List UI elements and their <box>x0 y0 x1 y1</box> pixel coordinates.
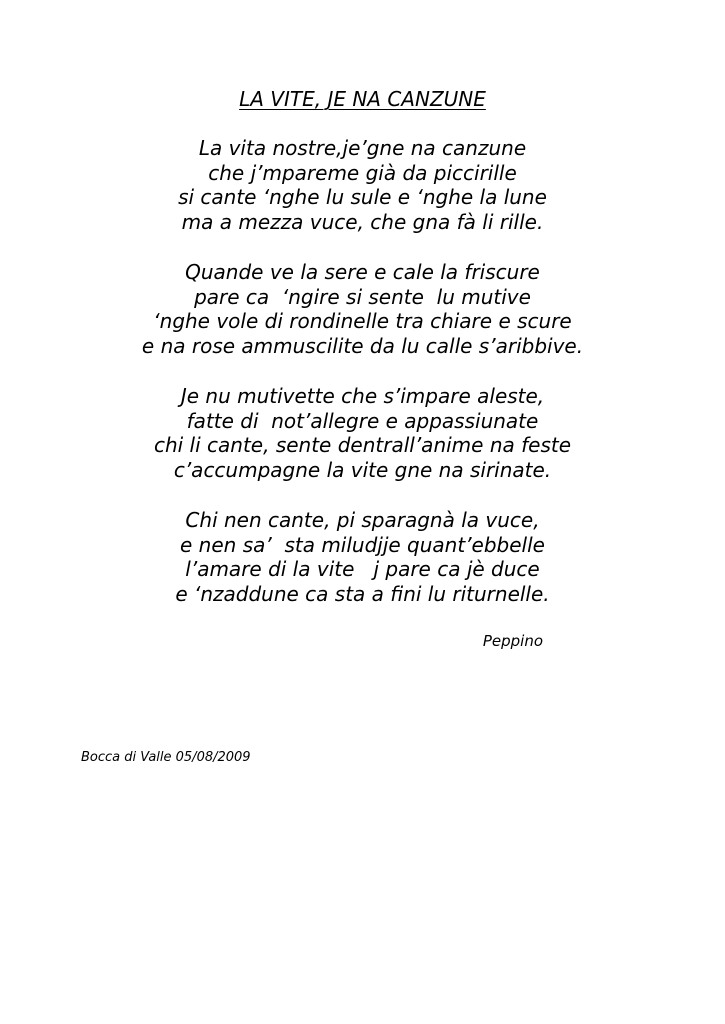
verse-line: Je nu mutivette che s’impare aleste, <box>180 384 545 408</box>
stanza-2 <box>0 260 725 358</box>
verse-line: Chi nen cante, pi sparagnà la vuce, <box>185 508 540 532</box>
verse-line: chi li cante, sente dentrall’anime na feste <box>153 433 572 457</box>
verse-line: che j’mpareme già da piccirille <box>208 160 517 185</box>
verse-line: Quande ve la sere e cale la friscure <box>185 260 540 284</box>
verse-line: e nen sa’ sta miludjje quant’ebbelle <box>180 532 545 557</box>
verse-line: si cante ‘nghe lu sule e ‘nghe la lune <box>178 185 547 209</box>
verse-line: l’amare di la vite j pare ca jè duce <box>185 557 540 581</box>
author-signature: Peppino <box>482 632 543 650</box>
verse-line: fatte di not’allegre e appassiunate <box>186 408 539 433</box>
verse-line: c’accumpagne la vite gne na sirinate. <box>173 457 552 482</box>
verse-line: ‘nghe vole di rondinelle tra chiare e scure <box>153 309 572 333</box>
stanza-1 <box>0 136 725 234</box>
verse-line: ma a mezza vuce, che gna fà li rille. <box>181 209 544 234</box>
poem-title: LA VITE, JE NA CANZUNE <box>239 87 486 111</box>
place-and-date: Bocca di Valle 05/08/2009 <box>81 750 251 765</box>
stanza-3 <box>0 384 725 482</box>
verse-line: e na rose ammuscilite da lu calle s’aribbive. <box>141 333 584 358</box>
verse-line: La vita nostre,je’gne na canzune <box>198 136 527 160</box>
verse-line: e ‘nzaddune ca sta a fini lu riturnelle. <box>175 581 550 606</box>
stanza-4 <box>0 508 725 606</box>
verse-line: pare ca ‘ngire si sente lu mutive <box>194 284 531 309</box>
